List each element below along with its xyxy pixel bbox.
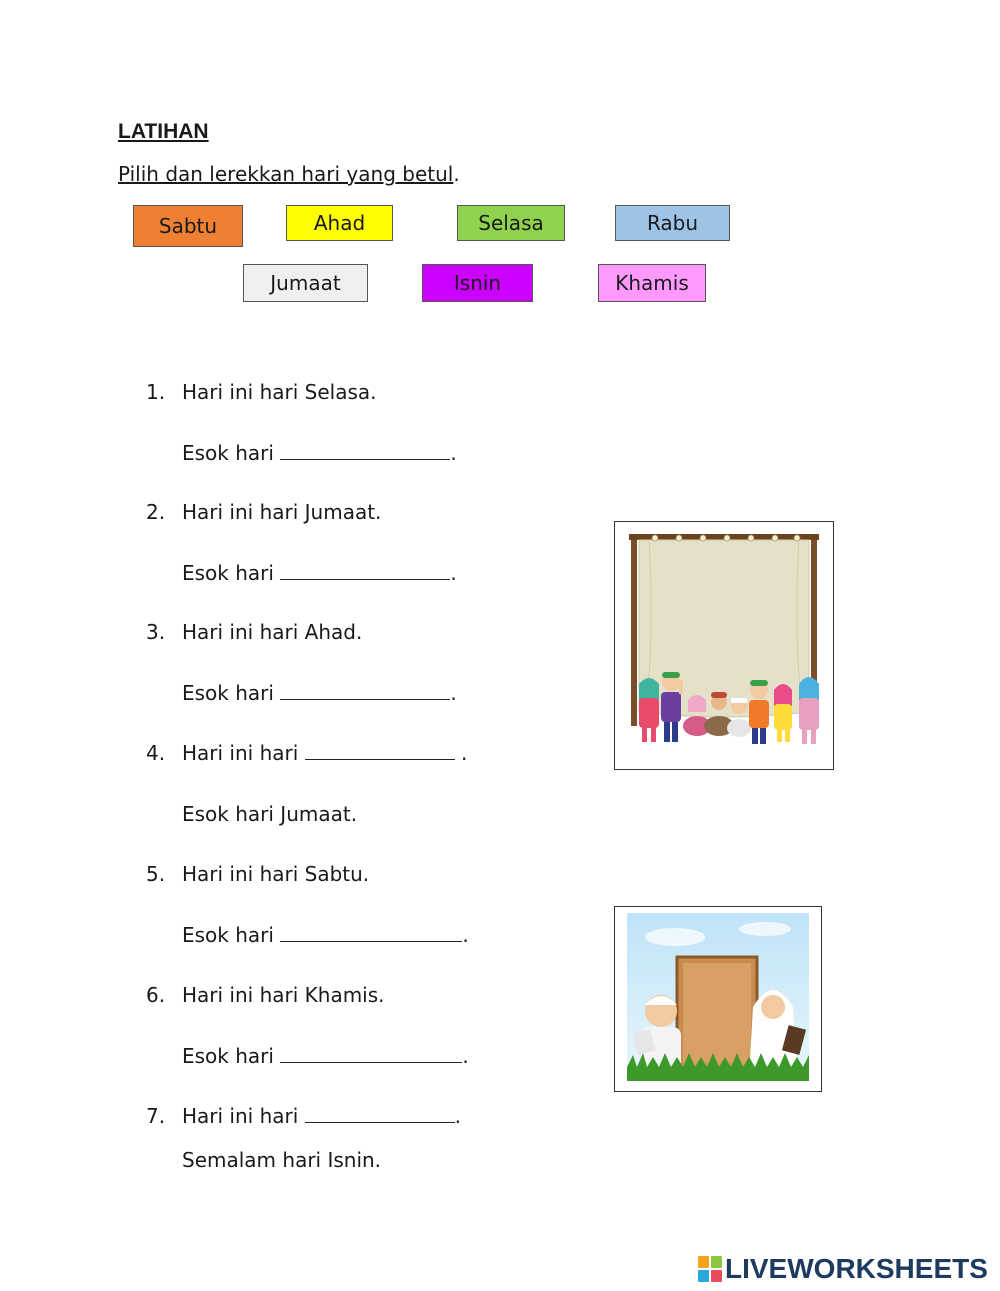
punctuation: .: [450, 681, 457, 705]
prompt-text: Esok hari: [182, 681, 281, 705]
chip-sabtu[interactable]: Sabtu: [133, 205, 243, 247]
punctuation: .: [454, 1104, 462, 1128]
question-5-tomorrow: [182, 923, 469, 947]
chip-isnin[interactable]: Isnin: [422, 264, 533, 302]
question-1-tomorrow: [182, 441, 457, 465]
chip-ahad[interactable]: Ahad: [286, 205, 393, 241]
answer-blank[interactable]: [280, 1044, 462, 1063]
answer-blank[interactable]: [280, 561, 450, 580]
children-banner-picture: [614, 521, 834, 770]
punctuation: .: [450, 441, 457, 465]
question-6-tomorrow: [182, 1044, 469, 1068]
question-number: 3.: [146, 620, 166, 644]
worksheet-heading: LATIHAN: [118, 120, 209, 143]
question-1-today: Hari ini hari Selasa.: [182, 380, 377, 404]
chip-rabu[interactable]: Rabu: [615, 205, 730, 241]
answer-blank[interactable]: [305, 741, 455, 760]
punctuation: .: [450, 561, 457, 585]
question-4-tomorrow: Esok hari Jumaat.: [182, 802, 358, 826]
question-number: 6.: [146, 983, 166, 1007]
question-7-today: [182, 1104, 461, 1128]
prompt-text: Hari ini hari: [182, 741, 305, 765]
question-4-today: [182, 741, 467, 765]
answer-blank[interactable]: [280, 923, 462, 942]
prompt-text: Esok hari: [182, 923, 281, 947]
answer-blank[interactable]: [305, 1104, 455, 1123]
instruction-period: .: [453, 162, 460, 186]
question-5-today: Hari ini hari Sabtu.: [182, 862, 370, 886]
chip-khamis[interactable]: Khamis: [598, 264, 706, 302]
question-2-today: Hari ini hari Jumaat.: [182, 500, 382, 524]
question-number: 7.: [146, 1104, 166, 1128]
question-2-tomorrow: [182, 561, 457, 585]
children-banner-illustration: [615, 522, 833, 769]
question-number: 4.: [146, 741, 166, 765]
punctuation: .: [454, 741, 468, 765]
children-reading-illustration: [615, 907, 821, 1091]
instruction-text: [118, 162, 460, 186]
question-number: 5.: [146, 862, 166, 886]
question-7-yesterday: Semalam hari Isnin.: [182, 1148, 382, 1172]
answer-blank[interactable]: [280, 441, 450, 460]
prompt-text: Esok hari: [182, 1044, 281, 1068]
liveworksheets-logo-text: LIVEWORKSHEETS: [725, 1253, 988, 1284]
question-number: 1.: [146, 380, 166, 404]
instruction-underlined: Pilih dan lerekkan hari yang betul: [118, 162, 454, 186]
question-number: 2.: [146, 500, 166, 524]
prompt-text: Hari ini hari: [182, 1104, 305, 1128]
question-6-today: Hari ini hari Khamis.: [182, 983, 385, 1007]
chip-jumaat[interactable]: Jumaat: [243, 264, 368, 302]
question-3-tomorrow: [182, 681, 457, 705]
question-3-today: Hari ini hari Ahad.: [182, 620, 363, 644]
prompt-text: Esok hari: [182, 441, 281, 465]
liveworksheets-logo-icon: [698, 1256, 722, 1282]
chip-selasa[interactable]: Selasa: [457, 205, 565, 241]
punctuation: .: [462, 923, 469, 947]
prompt-text: Esok hari: [182, 561, 281, 585]
liveworksheets-logo: [698, 1253, 988, 1285]
punctuation: .: [462, 1044, 469, 1068]
answer-blank[interactable]: [280, 681, 450, 700]
children-reading-picture: [614, 906, 822, 1092]
